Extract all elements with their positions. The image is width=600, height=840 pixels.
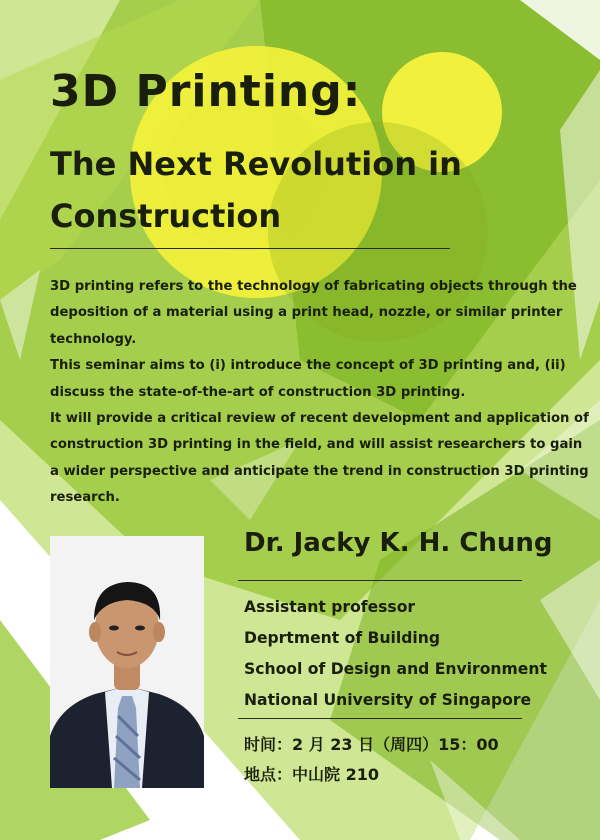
speaker-photo	[50, 536, 204, 788]
divider	[50, 248, 450, 249]
portrait-illustration	[50, 536, 204, 788]
event-details	[244, 730, 594, 790]
affiliation-line: School of Design and Environment	[244, 660, 547, 678]
speaker-name: Dr. Jacky K. H. Chung	[244, 528, 553, 558]
event-location: 地点：中山院 210	[244, 765, 379, 784]
event-time: 时间：2 月 23 日（周四）15：00	[244, 735, 499, 754]
speaker-affiliation	[244, 592, 594, 716]
seminar-description	[50, 274, 590, 512]
affiliation-line: National University of Singapore	[244, 691, 532, 709]
title-line-2: The Next Revolution in Construction	[50, 145, 462, 235]
description-paragraph: This seminar aims to (i) introduce the concept of 3D printing and, (ii) discuss the state-of-the-art of construction 3D printing.	[50, 358, 566, 400]
description-paragraph: It will provide a critical review of recent development and application of construction 3D printing in the field, and will assist researchers to gain a wider perspective and anticipate the trend in construction 3D printing research.	[50, 411, 589, 506]
affiliation-line: Deprtment of Building	[244, 629, 441, 647]
affiliation-line: Assistant professor	[244, 598, 416, 616]
description-paragraph: 3D printing refers to the technology of fabricating objects through the deposition of a material using a print head, nozzle, or similar printer technology.	[50, 279, 577, 347]
divider	[238, 580, 522, 581]
divider	[238, 718, 522, 719]
title-line-1: 3D Printing:	[50, 66, 362, 117]
